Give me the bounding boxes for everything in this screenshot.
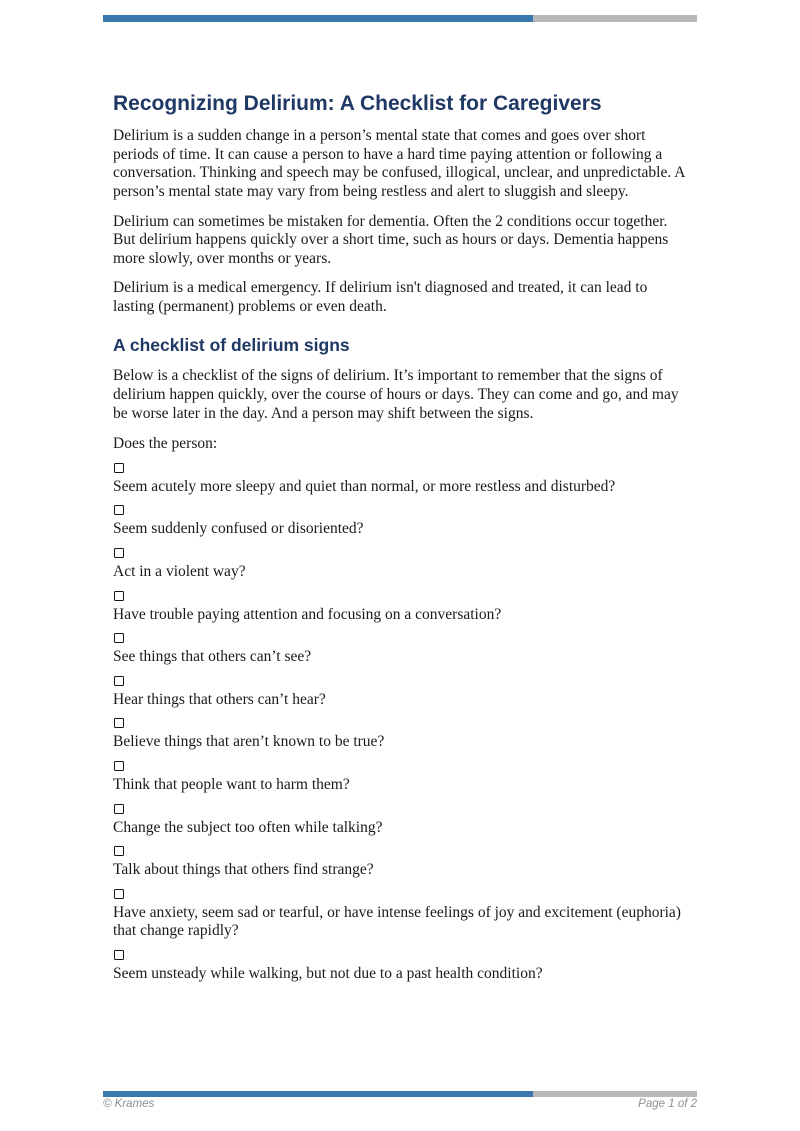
copyright-text: © Krames	[103, 1098, 155, 1110]
checklist-item	[113, 463, 687, 497]
checklist-item-label: Act in a violent way?	[113, 563, 246, 581]
section-heading: A checklist of delirium signs	[113, 335, 350, 356]
checklist-item	[113, 889, 687, 941]
intro-paragraph-3: Delirium is a medical emergency. If delirium isn't diagnosed and treated, it can lead to lasting (permanent) problems or even death.	[113, 279, 648, 315]
section-description: Below is a checklist of the signs of delirium. It’s important to remember that the signs of delirium happen quickly, over the course of hours or days. They can come and go, and may be worse later in the day. And a person may shift between the signs.	[113, 367, 679, 422]
checklist-item	[113, 846, 687, 880]
checkbox-icon	[114, 633, 124, 643]
checkbox-icon	[114, 889, 124, 899]
checkbox-icon	[114, 463, 124, 473]
checkbox-icon	[114, 591, 124, 601]
checklist-item-label: Hear things that others can’t hear?	[113, 690, 326, 708]
checklist-item-label: Seem acutely more sleepy and quiet than normal, or more restless and disturbed?	[113, 477, 616, 495]
checklist-item	[113, 718, 687, 752]
checklist-item-label: Seem suddenly confused or disoriented?	[113, 520, 364, 538]
checkbox-icon	[114, 804, 124, 814]
intro-paragraph-2: Delirium can sometimes be mistaken for dementia. Often the 2 conditions occur together. But delirium happens quickly over a short time, such as hours or days. Dementia happens more slowly, over months or years.	[113, 212, 669, 267]
delirium-signs-checklist	[113, 463, 687, 984]
checklist-item	[113, 676, 687, 710]
checklist-item	[113, 633, 687, 667]
page-title: Recognizing Delirium: A Checklist for Caregivers	[113, 92, 602, 115]
checkbox-icon	[114, 505, 124, 515]
checklist-item-label: Think that people want to harm them?	[113, 776, 350, 794]
checklist-item-label: Have trouble paying attention and focusing on a conversation?	[113, 605, 502, 623]
checklist-item	[113, 548, 687, 582]
checklist-item	[113, 804, 687, 838]
checklist-item	[113, 761, 687, 795]
intro-paragraph-1: Delirium is a sudden change in a person’s mental state that comes and goes over short periods of time. It can cause a person to have a hard time paying attention or following a conversation. Thinking and speech may be confused, illogical, unclear, and unpredictable. A person’s mental state may vary from being restless and alert to sluggish and sleepy.	[113, 127, 685, 200]
checklist-item	[113, 505, 687, 539]
page-number: Page 1 of 2	[638, 1098, 697, 1110]
checklist-item-label: Change the subject too often while talking?	[113, 818, 383, 836]
footer-accent-bar	[103, 1091, 697, 1097]
checklist-item-label: Talk about things that others find strange?	[113, 861, 374, 879]
checklist-item-label: See things that others can’t see?	[113, 648, 312, 666]
checkbox-icon	[114, 718, 124, 728]
footer-bar-gray-segment	[533, 1091, 697, 1097]
checkbox-icon	[114, 761, 124, 771]
page-footer	[103, 1098, 697, 1110]
checkbox-icon	[114, 950, 124, 960]
checklist-prompt: Does the person:	[113, 435, 218, 453]
checklist-item-label: Believe things that aren’t known to be true?	[113, 733, 385, 751]
checklist-item	[113, 950, 687, 984]
document-body	[113, 0, 687, 984]
footer-bar-blue-segment	[103, 1091, 533, 1097]
checklist-item-label: Have anxiety, seem sad or tearful, or have intense feelings of joy and excitement (euphoria) that change rapidly?	[113, 903, 681, 940]
checklist-item-label: Seem unsteady while walking, but not due to a past health condition?	[113, 964, 543, 982]
checkbox-icon	[114, 548, 124, 558]
checkbox-icon	[114, 846, 124, 856]
checklist-item	[113, 591, 687, 625]
checkbox-icon	[114, 676, 124, 686]
